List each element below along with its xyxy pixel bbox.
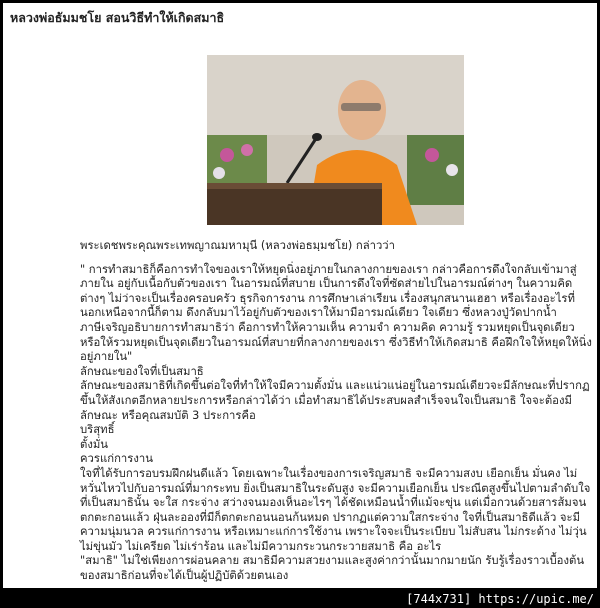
quality-item: ควรแก่การงาน [80,452,153,466]
attribution: พระเดชพระคุณพระเทพญาณมหามุนี (หลวงพ่อธมฺมชโย) กล่าวว่า [80,239,395,252]
watermark: [744x731] https://upic.me/ [406,592,594,606]
intro-paragraph: ลักษณะของสมาธิที่เกิดขึ้นต่อใจที่ทำให้ใจมีความตั้งมั่น และแน่วแน่อยู่ในอารมณ์เดียวจะมีลักษณะที่ปรากฏขึ้นให้สังเกตอีกหลายประการหรือกล่าวได้ว่า เมื่อทำสมาธิได้ประสบผลสำเร็จจนใจเป็นสมาธิ ใจจะต้องมีลักษณะ หรือคุณสมบัติ 3 ประการคือ [80,379,590,422]
document-page [3,3,597,588]
page-title: หลวงพ่อธัมมชโย สอนวิธีทำให้เกิดสมาธิ [10,10,225,25]
quality-item: ตั้งมั่น [80,437,109,451]
quote: " การทำสมาธิก็คือการทำใจของเราให้หยุดนิ่งอยู่ภายในกลางกายของเรา กล่าวคือการดึงใจกลับเข้ามาสู่ภายใน อยู่กับเนื้อกับตัวของเรา ในอารมณ์ที่สบาย เป็นการดึงใจที่ซัดส่ายไปในอารมณ์ต่างๆ ในความคิดต่างๆ ไม่ว่าจะเป็นเรื่องครอบครัว ธุรกิจการงาน การศึกษาเล่าเรียน เรื่องสนุกสนานเฮฮา หรือเรื่องอะไรที่นอกเหนือจากนี้ก็ตาม ดึงกลับมาไว้อยู่กับตัวของเราให้มามีอารมณ์เดียว ใจเดียว ซึ่งหลวงปู่วัดปากน้ำภาษีเจริญอธิบายการทำสมาธิว่า คือการทำให้ความเห็น ความจำ ความคิด ความรู้ รวมหยุดเป็นจุดเดียว หรือให้รวมหยุดเป็นจุดเดียวในอารมณ์ที่สบายที่กลางกายของเรา ซึ่งวิธีทำให้เกิดสมาธิ คือฝึกใจให้หยุดให้นิ่งอยู่ภายใน" [80,262,592,364]
closing-paragraph: "สมาธิ" ไม่ใช่เพียงการผ่อนคลาย สมาธิมีความสวยงามและสูงค่ากว่านั้นมากมายนัก รับรู้เรื่องราวเบื้องต้นของสมาธิก่อนที่จะได้เป็นผู้ปฏิบัติด้วยตนเอง [80,554,585,583]
article-body [80,239,595,584]
monk-photo [207,55,464,225]
quality-item: บริสุทธิ์ [80,423,115,437]
section-heading: ลักษณะของใจที่เป็นสมาธิ [80,364,204,378]
detail-paragraph: ใจที่ได้รับการอบรมฝึกฝนดีแล้ว โดยเฉพาะในเรื่องของการเจริญสมาธิ จะมีความสงบ เยือกเย็น มั่นคง ไม่หวั่นไหวไปกับอารมณ์ที่มากระทบ ยิ่งเป็นสมาธิในระดับสูง จะมีความเยือกเย็น ประณีตสูงขึ้นไปตามลำดับใจที่เป็นสมาธินั้น จะใส กระจ่าง สว่างจนมองเห็นอะไรๆ ได้ชัดเหมือนน้ำที่แม้จะขุ่น แต่เมื่อกวนด้วยสารส้มจนตกตะกอนแล้ว ฝุ่นละอองที่มีก็ตกตะกอนนอนก้นหมด ปรากฏแต่ความใสกระจ่าง ใจที่เป็นสมาธิดีแล้ว จะมีความนุ่มนวล ควรแก่การงาน หรือเหมาะแก่การใช้งาน เพราะใจจะเป็นระเบียบ ไม่สับสน ไม่กระด้าง ไม่วุ่นไม่ขุ่นมัว ไม่เครียด ไม่เร่าร้อน และไม่มีความกระวนกระวายสมาธิ คือ อะไร [80,466,591,553]
